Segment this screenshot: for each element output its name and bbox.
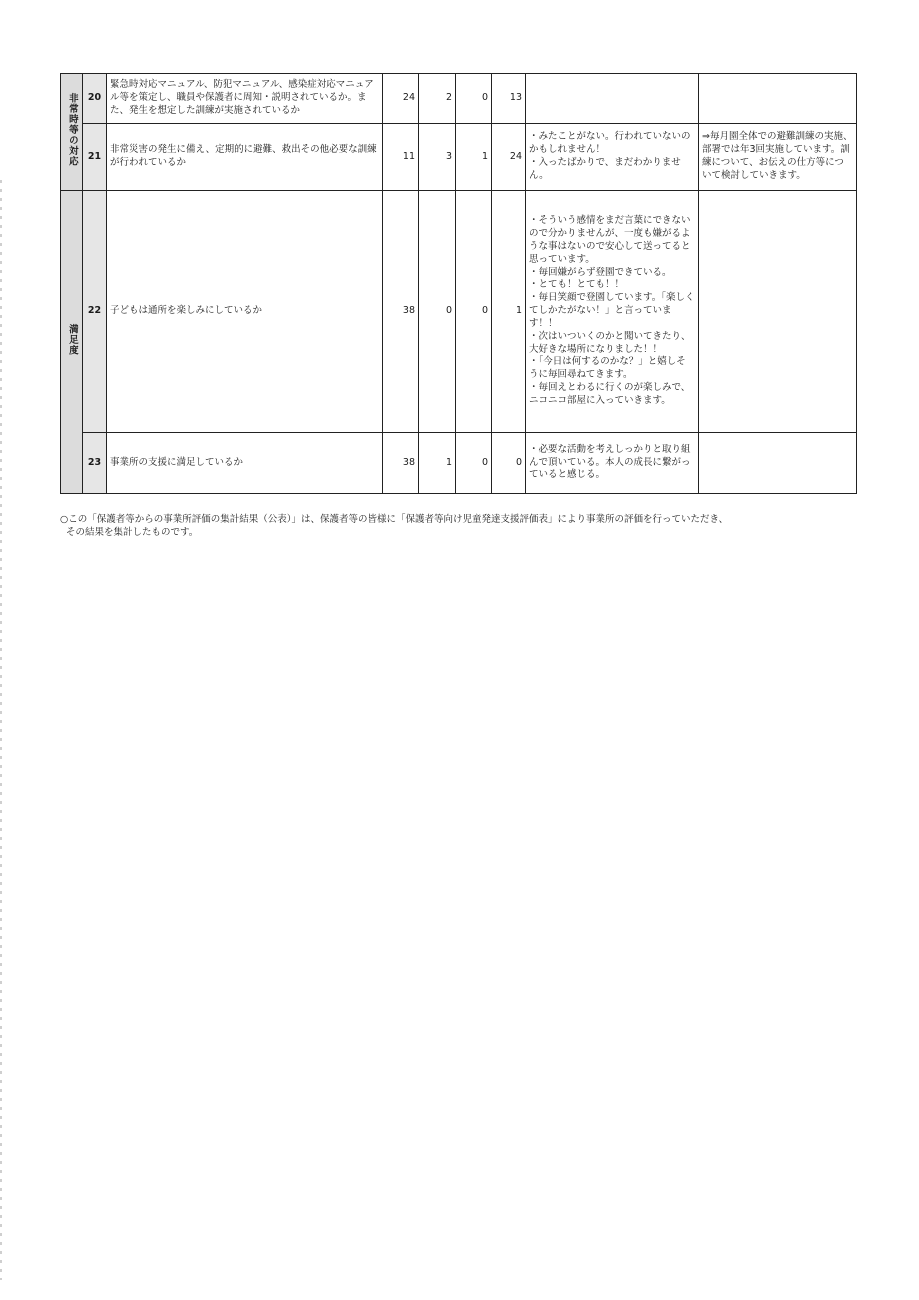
table-row [61,124,857,191]
count-neutral: 2 [419,74,456,124]
footnote-line: ○この「保護者等からの事業所評価の集計結果（公表）」は、保護者等の皆様に「保護者等向け児童発達支援評価表」により事業所の評価を行っていただき、 [60,514,729,525]
scan-edge-mark [0,180,2,1280]
facility-response [699,191,857,433]
comment-line: ・必要な活動を考えしっかりと取り組んで頂いている。本人の成長に繋がっていると感じる。 [529,443,691,481]
count-unknown: 13 [492,74,526,124]
count-neutral: 0 [419,191,456,433]
parent-comments [526,191,699,433]
count-unknown: 0 [492,433,526,494]
count-no: 0 [456,191,492,433]
count-no: 0 [456,74,492,124]
count-yes: 11 [383,124,419,191]
comment-line: ・入ったばかりで、まだわかりません。 [529,157,681,181]
comment-line: ・みたことがない。行われていないのかもしれません！ [529,131,691,156]
item-number: 23 [83,433,107,494]
evaluation-table [60,73,857,494]
parent-comments [526,124,699,191]
footnote [60,513,820,540]
count-no: 0 [456,433,492,494]
comment-line: ・「今日は何するのかな？」と嬉しそうに毎回尋ねてきます。 [529,356,686,381]
table-row [61,191,857,433]
facility-response: ⇒毎月園全体での避難訓練の実施、部署では年3回実施しています。訓練について、お伝えの仕方等について検討していきます。 [699,124,857,191]
count-yes: 38 [383,433,419,494]
facility-response [699,433,857,494]
facility-response [699,74,857,124]
footnote-line: その結果を集計したものです。 [66,527,199,539]
question-text: 事業所の支援に満足しているか [107,433,383,494]
count-unknown: 1 [492,191,526,433]
count-neutral: 1 [419,433,456,494]
table-row [61,74,857,124]
comment-line: ・毎回嫌がらず登園できている。 [529,266,672,278]
parent-comments [526,74,699,124]
count-unknown: 24 [492,124,526,191]
question-text: 緊急時対応マニュアル、防犯マニュアル、感染症対応マニュアル等を策定し、職員や保護者に周知・説明されているか。また、発生を想定した訓練が実施されているか [107,74,383,124]
comment-line: ・毎回えとわるに行くのが楽しみで、ニコニコ部屋に入っていきます。 [529,381,691,406]
comment-line: ・毎日笑顔で登園しています。「楽しくてしかたがない！」と言っています！！ [529,292,695,329]
count-no: 1 [456,124,492,191]
comment-line: ・とても！とても！！ [529,279,625,291]
table-row [61,433,857,494]
question-text: 子どもは通所を楽しみにしているか [107,191,383,433]
item-number: 21 [83,124,107,191]
comment-line: ・そういう感情をまだ言葉にできないので分かりませんが、一度も嫌がるような事はないので安心して送ってると思っています。 [529,215,691,265]
item-number: 20 [83,74,107,124]
comment-line: ・次はいついくのかと聞いてきたり、大好きな場所になりました！！ [529,330,691,355]
count-yes: 38 [383,191,419,433]
item-number: 22 [83,191,107,433]
count-neutral: 3 [419,124,456,191]
count-yes: 24 [383,74,419,124]
category-satisfaction: 満足度 [61,191,83,494]
category-emergency: 非常時等の対応 [61,74,83,191]
parent-comments [526,433,699,494]
question-text: 非常災害の発生に備え、定期的に避難、救出その他必要な訓練が行われているか [107,124,383,191]
